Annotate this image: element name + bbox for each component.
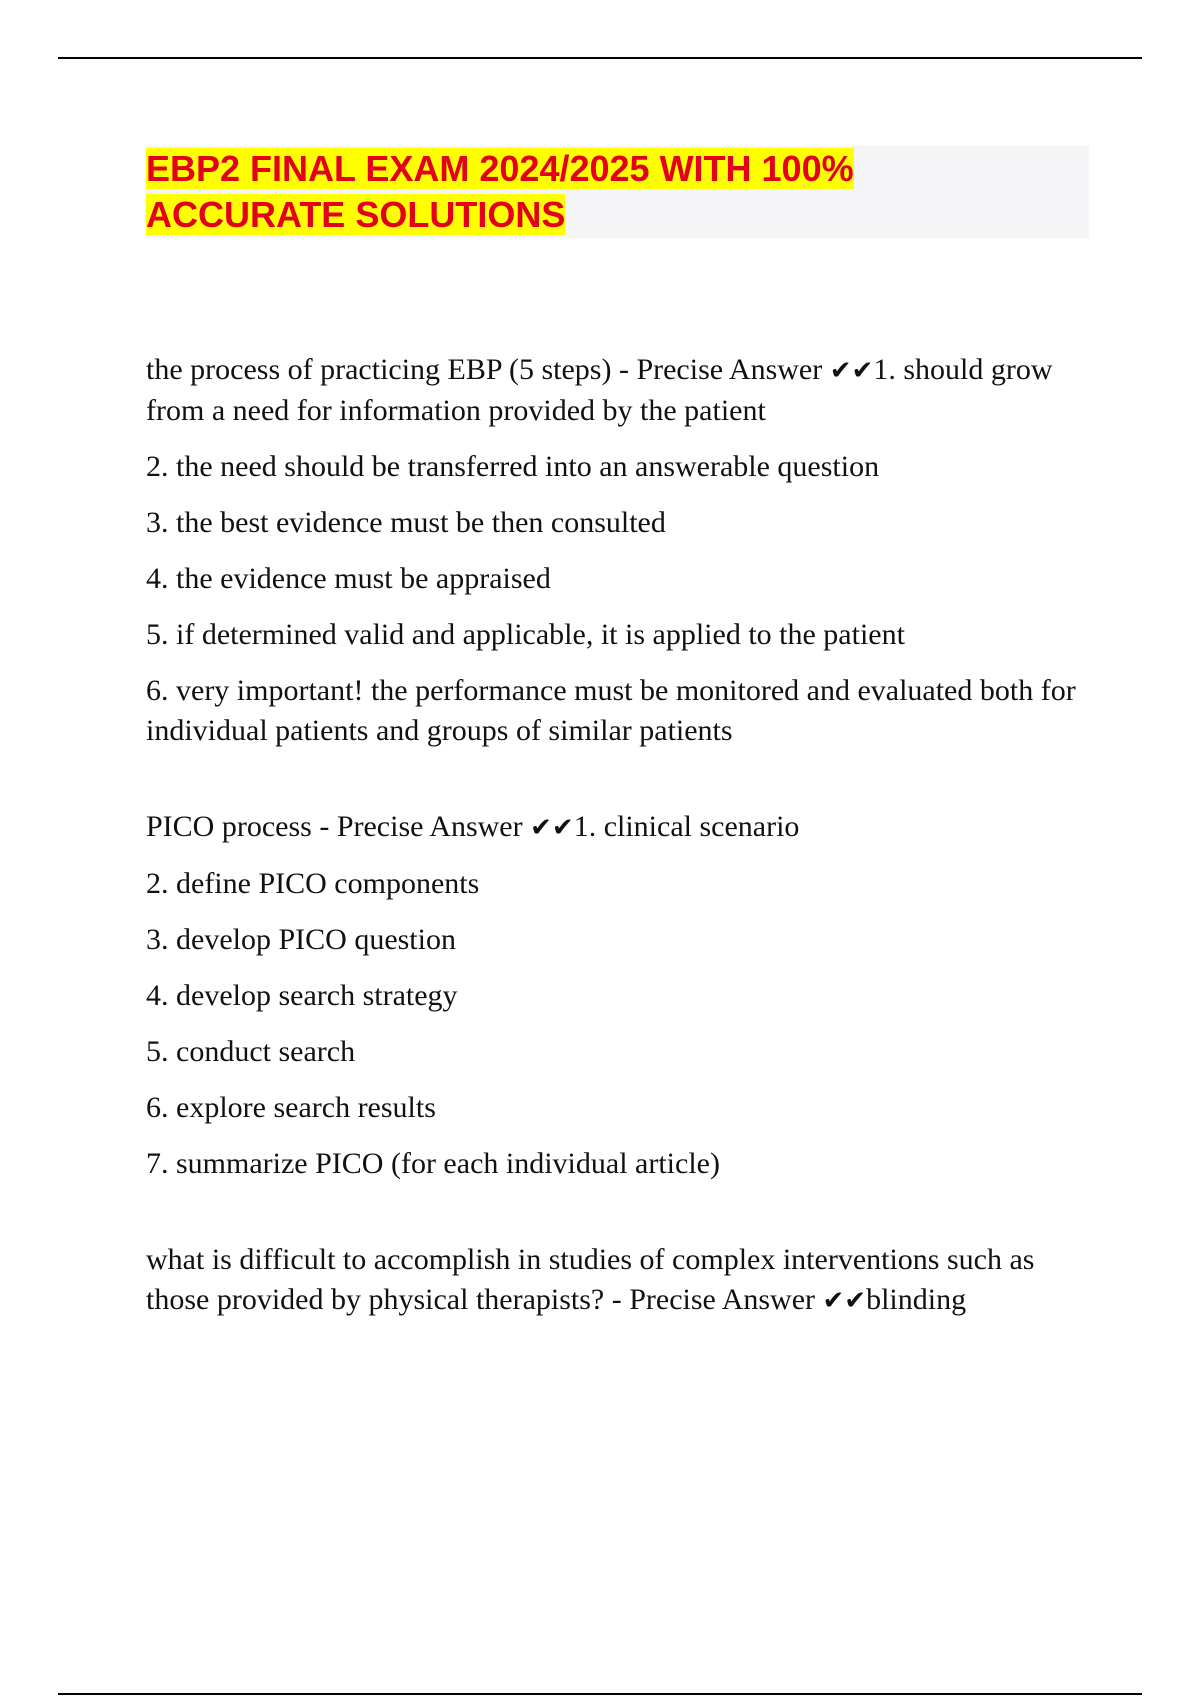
list-item: 3. the best evidence must be then consulted — [146, 506, 666, 539]
qa-block-ebp-steps — [146, 350, 1096, 751]
check-mark-icon: ✔✔ — [822, 1286, 867, 1316]
title-line-1: EBP2 FINAL EXAM 2024/2025 WITH 100% — [146, 148, 854, 189]
title-line-2: ACCURATE SOLUTIONS — [146, 194, 566, 235]
qa-block-pico — [146, 807, 1096, 1184]
bottom-rule — [58, 1693, 1142, 1695]
list-item: 3. develop PICO question — [146, 923, 456, 956]
answer-text: 1. should grow from a need for information provided by the patient — [146, 353, 1053, 427]
answer-prefix: - Precise Answer — [311, 810, 531, 843]
answer-text: 1. clinical scenario — [573, 810, 800, 843]
list-item: 5. conduct search — [146, 1035, 356, 1068]
answer-prefix: - Precise Answer — [611, 353, 830, 386]
qa-block-blinding — [146, 1240, 1096, 1321]
check-mark-icon: ✔✔ — [829, 356, 874, 386]
list-item: 2. the need should be transferred into an answerable question — [146, 450, 880, 483]
list-item: 4. develop search strategy — [146, 979, 458, 1012]
top-rule — [58, 57, 1142, 59]
document-body — [146, 350, 1096, 1377]
question-text: PICO process — [146, 810, 312, 843]
answer-prefix: - Precise Answer — [604, 1283, 823, 1316]
list-item: 6. explore search results — [146, 1091, 436, 1124]
question-line — [146, 807, 1096, 848]
answer-text: blinding — [866, 1283, 967, 1316]
question-text: what is difficult to accomplish in studies of complex interventions such as those provided by physical therapists? — [146, 1243, 1035, 1316]
list-item: 4. the evidence must be appraised — [146, 562, 551, 595]
list-item: 7. summarize PICO (for each individual article) — [146, 1147, 720, 1180]
question-line — [146, 350, 1096, 431]
document-title — [146, 146, 1089, 238]
question-text: the process of practicing EBP (5 steps) — [146, 353, 612, 386]
question-line — [146, 1240, 1096, 1321]
list-item: 6. very important! the performance must be monitored and evaluated both for individual patients and groups of similar patients — [146, 674, 1076, 747]
list-item: 5. if determined valid and applicable, it is applied to the patient — [146, 618, 905, 651]
title-block — [146, 146, 1089, 238]
check-mark-icon: ✔✔ — [530, 813, 574, 843]
list-item: 2. define PICO components — [146, 867, 480, 900]
